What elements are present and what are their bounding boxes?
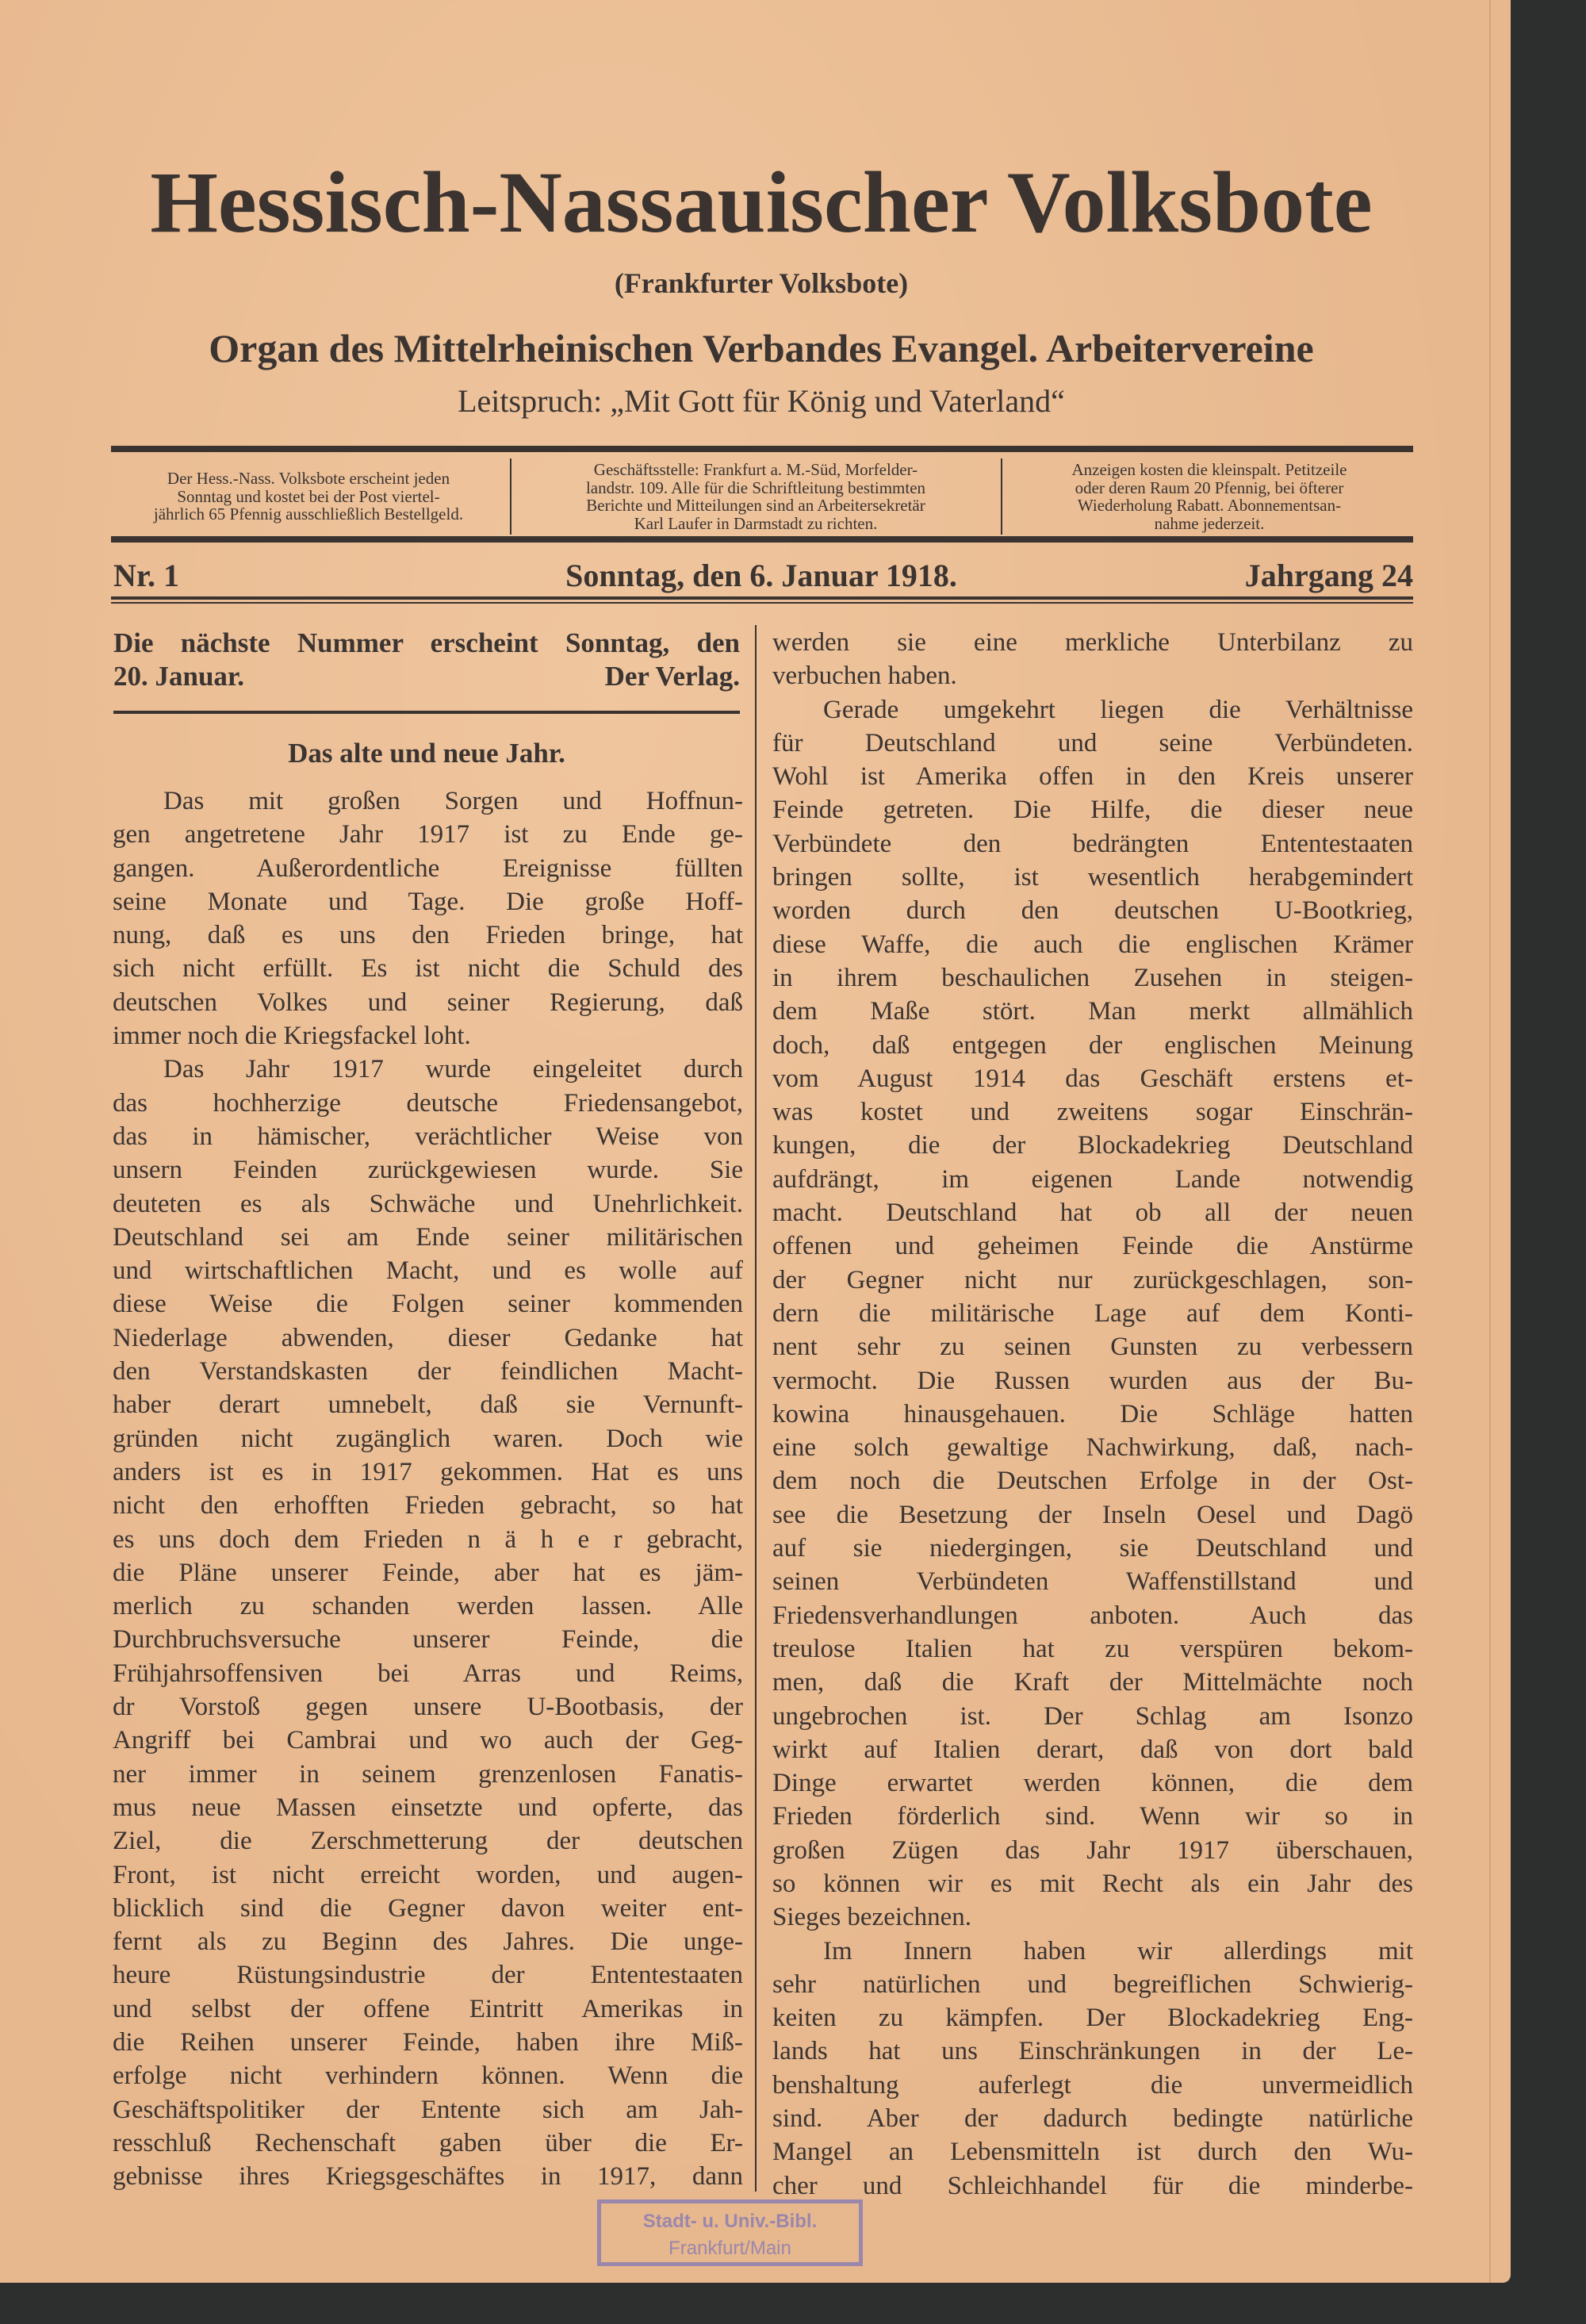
article-line: Geschäftspolitiker der Entente sich am Jah- (113, 2095, 743, 2124)
article-line: unsern Feinden zurückgewiesen wurde. Sie (113, 1156, 743, 1185)
article-line: bringen sollte, ist wesentlich herabgemindert (772, 863, 1413, 892)
article-heading: Das alte und neue Jahr. (288, 738, 565, 769)
info-box-subscription (111, 460, 506, 533)
article-line: gebnisse ihres Kriegsgeschäftes in 1917, dann (113, 2162, 743, 2192)
article-line: blicklich sind die Gegner davon weiter ent- (113, 1893, 743, 1923)
article-line: resschluß Rechenschaft gaben über die Er- (113, 2128, 743, 2157)
article-line: vermocht. Die Russen wurden aus der Bu- (772, 1366, 1413, 1395)
article-line: Ziel, die Zerschmetterung der deutschen (113, 1827, 743, 1856)
issue-number: Nr. 1 (113, 558, 179, 593)
article-line: seine Monate und Tage. Die große Hoff- (113, 887, 743, 916)
article-line: eine solch gewaltige Nachwirkung, daß, nach- (772, 1433, 1413, 1463)
article-line: Frühjahrsoffensiven bei Arras und Reims, (113, 1659, 743, 1688)
article-line: see die Besetzung der Inseln Oesel und Dagö (772, 1500, 1413, 1529)
masthead-organ: Organ des Mittelrheinischen Verbandes Evangel. Arbeitervereine (209, 326, 1314, 370)
article-line: Feinde getreten. Die Hilfe, die dieser neue (772, 796, 1413, 825)
article-line: merlich zu schanden werden lassen. Alle (113, 1592, 743, 1621)
article-line: und wirtschaftlichen Macht, und es wolle auf (113, 1256, 743, 1286)
article-line: immer noch die Kriegsfackel loht. (113, 1022, 471, 1051)
article-line: lands hat uns Einschränkungen in der Le- (772, 2037, 1413, 2066)
article-line: offenen und geheimen Feinde die Anstürme (772, 1232, 1413, 1261)
masthead-motto: Leitspruch: „Mit Gott für König und Vaterland“ (458, 383, 1065, 419)
article-line: cher und Schleichhandel für die minderbe- (772, 2171, 1413, 2200)
article-line: den Verstandskasten der feindlichen Macht- (113, 1357, 743, 1386)
article-line: sehr natürlichen und begreiflichen Schwierig- (772, 1969, 1413, 1999)
article-line: sind. Aber der dadurch bedingte natürliche (772, 2104, 1413, 2134)
masthead-title: Hessisch-Nassauischer Volksbote (150, 154, 1373, 251)
article-line: gründen nicht zugänglich waren. Doch wie (113, 1424, 743, 1453)
info-line: Sonntag und kostet bei der Post viertel- (177, 486, 440, 506)
article-line: heure Rüstungsindustrie der Ententestaaten (113, 1961, 743, 1990)
article-line: mus neue Massen einsetzte und opferte, das (113, 1793, 743, 1822)
stamp-line: Frankfurt/Main (668, 2238, 791, 2259)
info-line: nahme jederzeit. (1154, 513, 1265, 533)
article-line: verbuchen haben. (772, 662, 957, 691)
masthead-subtitle: (Frankfurter Volksbote) (614, 267, 909, 299)
article-line: dem Maße stört. Man merkt allmählich (772, 997, 1413, 1026)
rule-issue-thin (111, 602, 1413, 604)
article-line: Gerade umgekehrt liegen die Verhältnisse (823, 695, 1413, 724)
rule-issue (111, 596, 1413, 600)
article-line: diese Weise die Folgen seiner kommenden (113, 1290, 743, 1319)
article-line: das hochherzige deutsche Friedensangebot, (113, 1088, 743, 1118)
article-line: sich nicht erfüllt. Es ist nicht die Schuld des (113, 954, 743, 984)
info-line: landstr. 109. Alle für die Schriftleitung bestimmten (585, 477, 926, 497)
notice-date: 20. Januar. (113, 661, 245, 692)
issue-date: Sonntag, den 6. Januar 1918. (565, 558, 957, 593)
article-line: das in hämischer, verächtlicher Weise von (113, 1122, 743, 1151)
paper-fold (1489, 0, 1491, 2283)
article-line: es uns doch dem Frieden n ä h e r gebracht, (113, 1524, 743, 1554)
article-line: gen angetretene Jahr 1917 ist zu Ende ge- (113, 820, 743, 849)
article-line: ner immer in seinem grenzenlosen Fanatis- (113, 1759, 743, 1789)
article-line: auf sie niedergingen, sie Deutschland und (772, 1534, 1413, 1563)
article-line: Wohl ist Amerika offen in den Kreis unserer (772, 762, 1413, 792)
article-line: Deutschland sei am Ende seiner militärischen (113, 1222, 743, 1252)
article-line: gangen. Außerordentliche Ereignisse füllten (113, 853, 743, 883)
article-column-left (113, 784, 743, 2193)
article-line: vom August 1914 das Geschäft erstens et- (772, 1064, 1413, 1093)
article-column-right (772, 626, 1413, 2203)
article-line: worden durch den deutschen U-Bootkrieg, (772, 896, 1413, 926)
article-line: deuteten es als Schwäche und Unehrlichkeit. (113, 1189, 743, 1218)
article-line: deutschen Volkes und seiner Regierung, daß (113, 988, 743, 1017)
article-line: Im Innern haben wir allerdings mit (823, 1936, 1413, 1965)
article-line: nung, daß es uns den Frieden bringe, hat (113, 921, 743, 950)
article-line: die Pläne unserer Feinde, aber hat es jäm- (113, 1558, 743, 1587)
article-line: so können wir es mit Recht als ein Jahr des (772, 1869, 1413, 1898)
rule-notice (113, 711, 740, 714)
article-line: wirkt auf Italien derart, daß von dort bald (772, 1735, 1413, 1764)
rule-middle (111, 536, 1413, 543)
article-line: in ihrem beschaulichen Zusehen in steigen- (772, 963, 1413, 992)
article-line: kowina hinausgehauen. Die Schläge hatten (772, 1399, 1413, 1429)
article-line: Verbündete den bedrängten Ententestaaten (772, 829, 1413, 858)
issue-volume: Jahrgang 24 (1244, 558, 1413, 593)
next-issue-notice (113, 627, 740, 693)
article-line: und selbst der offene Eintritt Amerikas in (113, 1994, 743, 2023)
info-line: Karl Laufer in Darmstadt zu richten. (634, 513, 878, 533)
article-line: Front, ist nicht erreicht worden, und augen- (113, 1860, 743, 1889)
article-line: der Gegner nicht nur zurückgeschlagen, son- (772, 1265, 1413, 1294)
stamp-line: Stadt- u. Univ.-Bibl. (642, 2211, 818, 2232)
article-line: benshaltung auferlegt die unvermeidlich (772, 2070, 1413, 2100)
article-line: großen Zügen das Jahr 1917 überschauen, (772, 1835, 1413, 1865)
article-line: Das mit großen Sorgen und Hoffnun- (163, 787, 743, 815)
article-line: Mangel an Lebensmitteln ist durch den Wu- (772, 2138, 1413, 2167)
info-box-advertising (1006, 460, 1413, 533)
rule-top (111, 446, 1413, 452)
info-line: Der Hess.-Nass. Volksbote erscheint jeden (167, 469, 450, 489)
info-divider (510, 458, 511, 535)
article-line: Das Jahr 1917 wurde eingeleitet durch (163, 1055, 743, 1084)
article-line: Frieden förderlich sind. Wenn wir so in (772, 1802, 1413, 1831)
info-line: jährlich 65 Pfennig ausschließlich Bestellgeld. (153, 504, 464, 524)
article-line: erfolge nicht verhindern können. Wenn die (113, 2061, 743, 2091)
column-divider (755, 625, 757, 2192)
article-line: Sieges bezeichnen. (772, 1903, 972, 1932)
info-box-office (514, 460, 998, 533)
article-line: dr Vorstoß gegen unsere U-Bootbasis, der (113, 1693, 743, 1722)
article-line: dern die militärische Lage auf dem Konti- (772, 1298, 1413, 1328)
article-line: nent sehr zu seinen Gunsten zu verbessern (772, 1333, 1413, 1362)
article-line: Durchbruchsversuche unserer Feinde, die (113, 1625, 743, 1655)
article-line: die Reihen unserer Feinde, haben ihre Miß- (113, 2027, 743, 2057)
article-line: seinen Verbündeten Waffenstillstand und (772, 1567, 1413, 1597)
article-line: fernt als zu Beginn des Jahres. Die unge- (113, 1927, 743, 1957)
notice-line: Die nächste Nummer erscheint Sonntag, den (113, 627, 740, 658)
article-line: für Deutschland und seine Verbündeten. (772, 728, 1413, 757)
article-line: ungebrochen ist. Der Schlag am Isonzo (772, 1701, 1413, 1731)
article-line: Niederlage abwenden, dieser Gedanke hat (113, 1323, 743, 1352)
article-line: haber derart umnebelt, daß sie Vernunft- (113, 1390, 743, 1420)
library-stamp (597, 2199, 863, 2266)
info-line: Anzeigen kosten die kleinspalt. Petitzeile (1071, 460, 1347, 479)
article-line: keiten zu kämpfen. Der Blockadekrieg Eng- (772, 2004, 1413, 2033)
article-line: kungen, die der Blockadekrieg Deutschland (772, 1131, 1413, 1160)
info-line: Berichte und Mitteilungen sind an Arbeitersekretär (586, 496, 925, 515)
article-line: Dinge erwartet werden können, die dem (772, 1769, 1413, 1798)
article-line: was kostet und zweitens sogar Einschrän- (772, 1098, 1413, 1127)
info-line: oder deren Raum 20 Pfennig, bei öfterer (1075, 477, 1344, 497)
info-line: Geschäftsstelle: Frankfurt a. M.-Süd, Morfelder- (593, 460, 918, 479)
article-line: werden sie eine merkliche Unterbilanz zu (772, 628, 1413, 657)
article-line: aufdrängt, im eigenen Lande notwendig (772, 1164, 1413, 1194)
article-line: anders ist es in 1917 gekommen. Hat es uns (113, 1457, 743, 1486)
info-divider (1001, 458, 1002, 535)
article-line: men, daß die Kraft der Mittelmächte noch (772, 1668, 1413, 1697)
article-line: diese Waffe, die auch die englischen Krämer (772, 930, 1413, 959)
article-line: nicht den erhofften Frieden gebracht, so hat (113, 1491, 743, 1521)
article-line: dem noch die Deutschen Erfolge in der Ost- (772, 1467, 1413, 1496)
article-line: doch, daß entgegen der englischen Meinung (772, 1030, 1413, 1060)
info-line: Wiederholung Rabatt. Abonnementsan- (1077, 496, 1342, 515)
article-line: Friedensverhandlungen anboten. Auch das (772, 1601, 1413, 1630)
article-line: Angriff bei Cambrai und wo auch der Geg- (113, 1726, 743, 1755)
article-line: macht. Deutschland hat ob all der neuen (772, 1198, 1413, 1228)
article-line: treulose Italien hat zu verspüren bekom- (772, 1634, 1413, 1663)
notice-signature: Der Verlag. (604, 661, 740, 692)
